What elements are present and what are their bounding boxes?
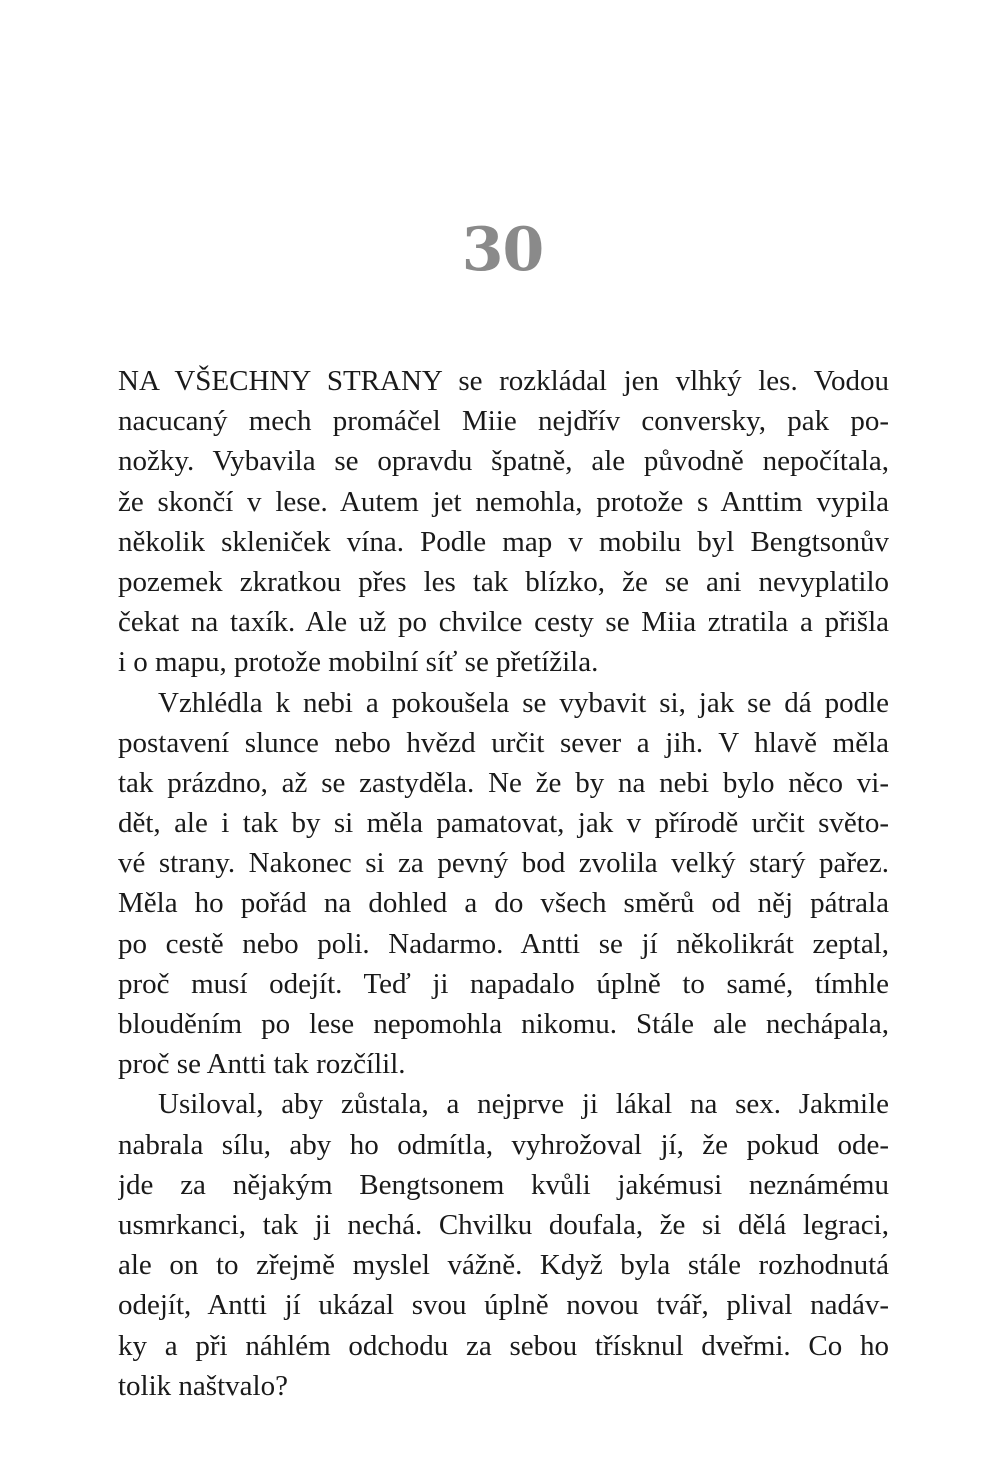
text-line: nabrala sílu, aby ho odmítla, vyhrožoval jí, že pokud ode- bbox=[118, 1128, 889, 1161]
chapter-number: 30 bbox=[461, 215, 544, 285]
text-line: nacucaný mech promáčel Miie nejdřív conversky, pak po- bbox=[118, 405, 889, 438]
paragraph bbox=[118, 683, 889, 1085]
text-line: několik skleniček vína. Podle map v mobilu byl Bengtsonův bbox=[118, 525, 889, 558]
text-line: blouděním po lese nepomohla nikomu. Stále ale nechápala, bbox=[118, 1008, 889, 1040]
text-line: dět, ale i tak by si měla pamatovat, jak v přírodě určit světo- bbox=[118, 807, 889, 840]
text-line: ky a při náhlém odchodu za sebou třísknul dveřmi. Co ho bbox=[118, 1329, 889, 1362]
text-line: po cestě nebo poli. Nadarmo. Antti se jí několikrát zeptal, bbox=[118, 927, 889, 960]
text-line: postavení slunce nebo hvězd určit sever a jih. V hlavě měla bbox=[118, 726, 889, 759]
text-line: NA VŠECHNY STRANY se rozkládal jen vlhký les. Vodou bbox=[118, 365, 889, 397]
text-line: proč se Antti tak rozčílil. bbox=[118, 1048, 406, 1081]
text-line: Usiloval, aby zůstala, a nejprve ji lákal na sex. Jakmile bbox=[158, 1088, 889, 1121]
text-line: usmrkanci, tak ji nechá. Chvilku doufala, že si dělá legraci, bbox=[118, 1208, 889, 1241]
text-line: pozemek zkratkou přes les tak blízko, že se ani nevyplatilo bbox=[118, 565, 889, 598]
text-line: proč musí odejít. Teď ji napadalo úplně to samé, tímhle bbox=[118, 967, 889, 1000]
text-line: nožky. Vybavila se opravdu špatně, ale původně nepočítala, bbox=[118, 445, 889, 478]
chapter-body bbox=[118, 361, 889, 1406]
text-line: Vzhlédla k nebi a pokoušela se vybavit si, jak se dá podle bbox=[158, 686, 889, 719]
paragraph bbox=[118, 361, 889, 683]
text-line: ale on to zřejmě myslel vážně. Když byla stále rozhodnutá bbox=[118, 1249, 889, 1282]
text-line: že skončí v lese. Autem jet nemohla, protože s Anttim vypila bbox=[118, 485, 889, 518]
text-line: tak prázdno, až se zastyděla. Ne že by na nebi bylo něco vi- bbox=[118, 766, 889, 799]
text-line: i o mapu, protože mobilní síť se přetížila. bbox=[118, 646, 599, 679]
text-line: tolik naštvalo? bbox=[118, 1369, 288, 1402]
text-line: jde za nějakým Bengtsonem kvůli jakémusi neznámému bbox=[118, 1168, 889, 1201]
text-line: odejít, Antti jí ukázal svou úplně novou tvář, plival nadáv- bbox=[118, 1289, 889, 1322]
paragraph bbox=[118, 1084, 889, 1406]
text-line: Měla ho pořád na dohled a do všech směrů od něj pátrala bbox=[118, 887, 889, 920]
text-line: čekat na taxík. Ale už po chvilce cesty se Miia ztratila a přišla bbox=[118, 606, 889, 639]
text-line: vé strany. Nakonec si za pevný bod zvolila velký starý pařez. bbox=[118, 847, 889, 880]
